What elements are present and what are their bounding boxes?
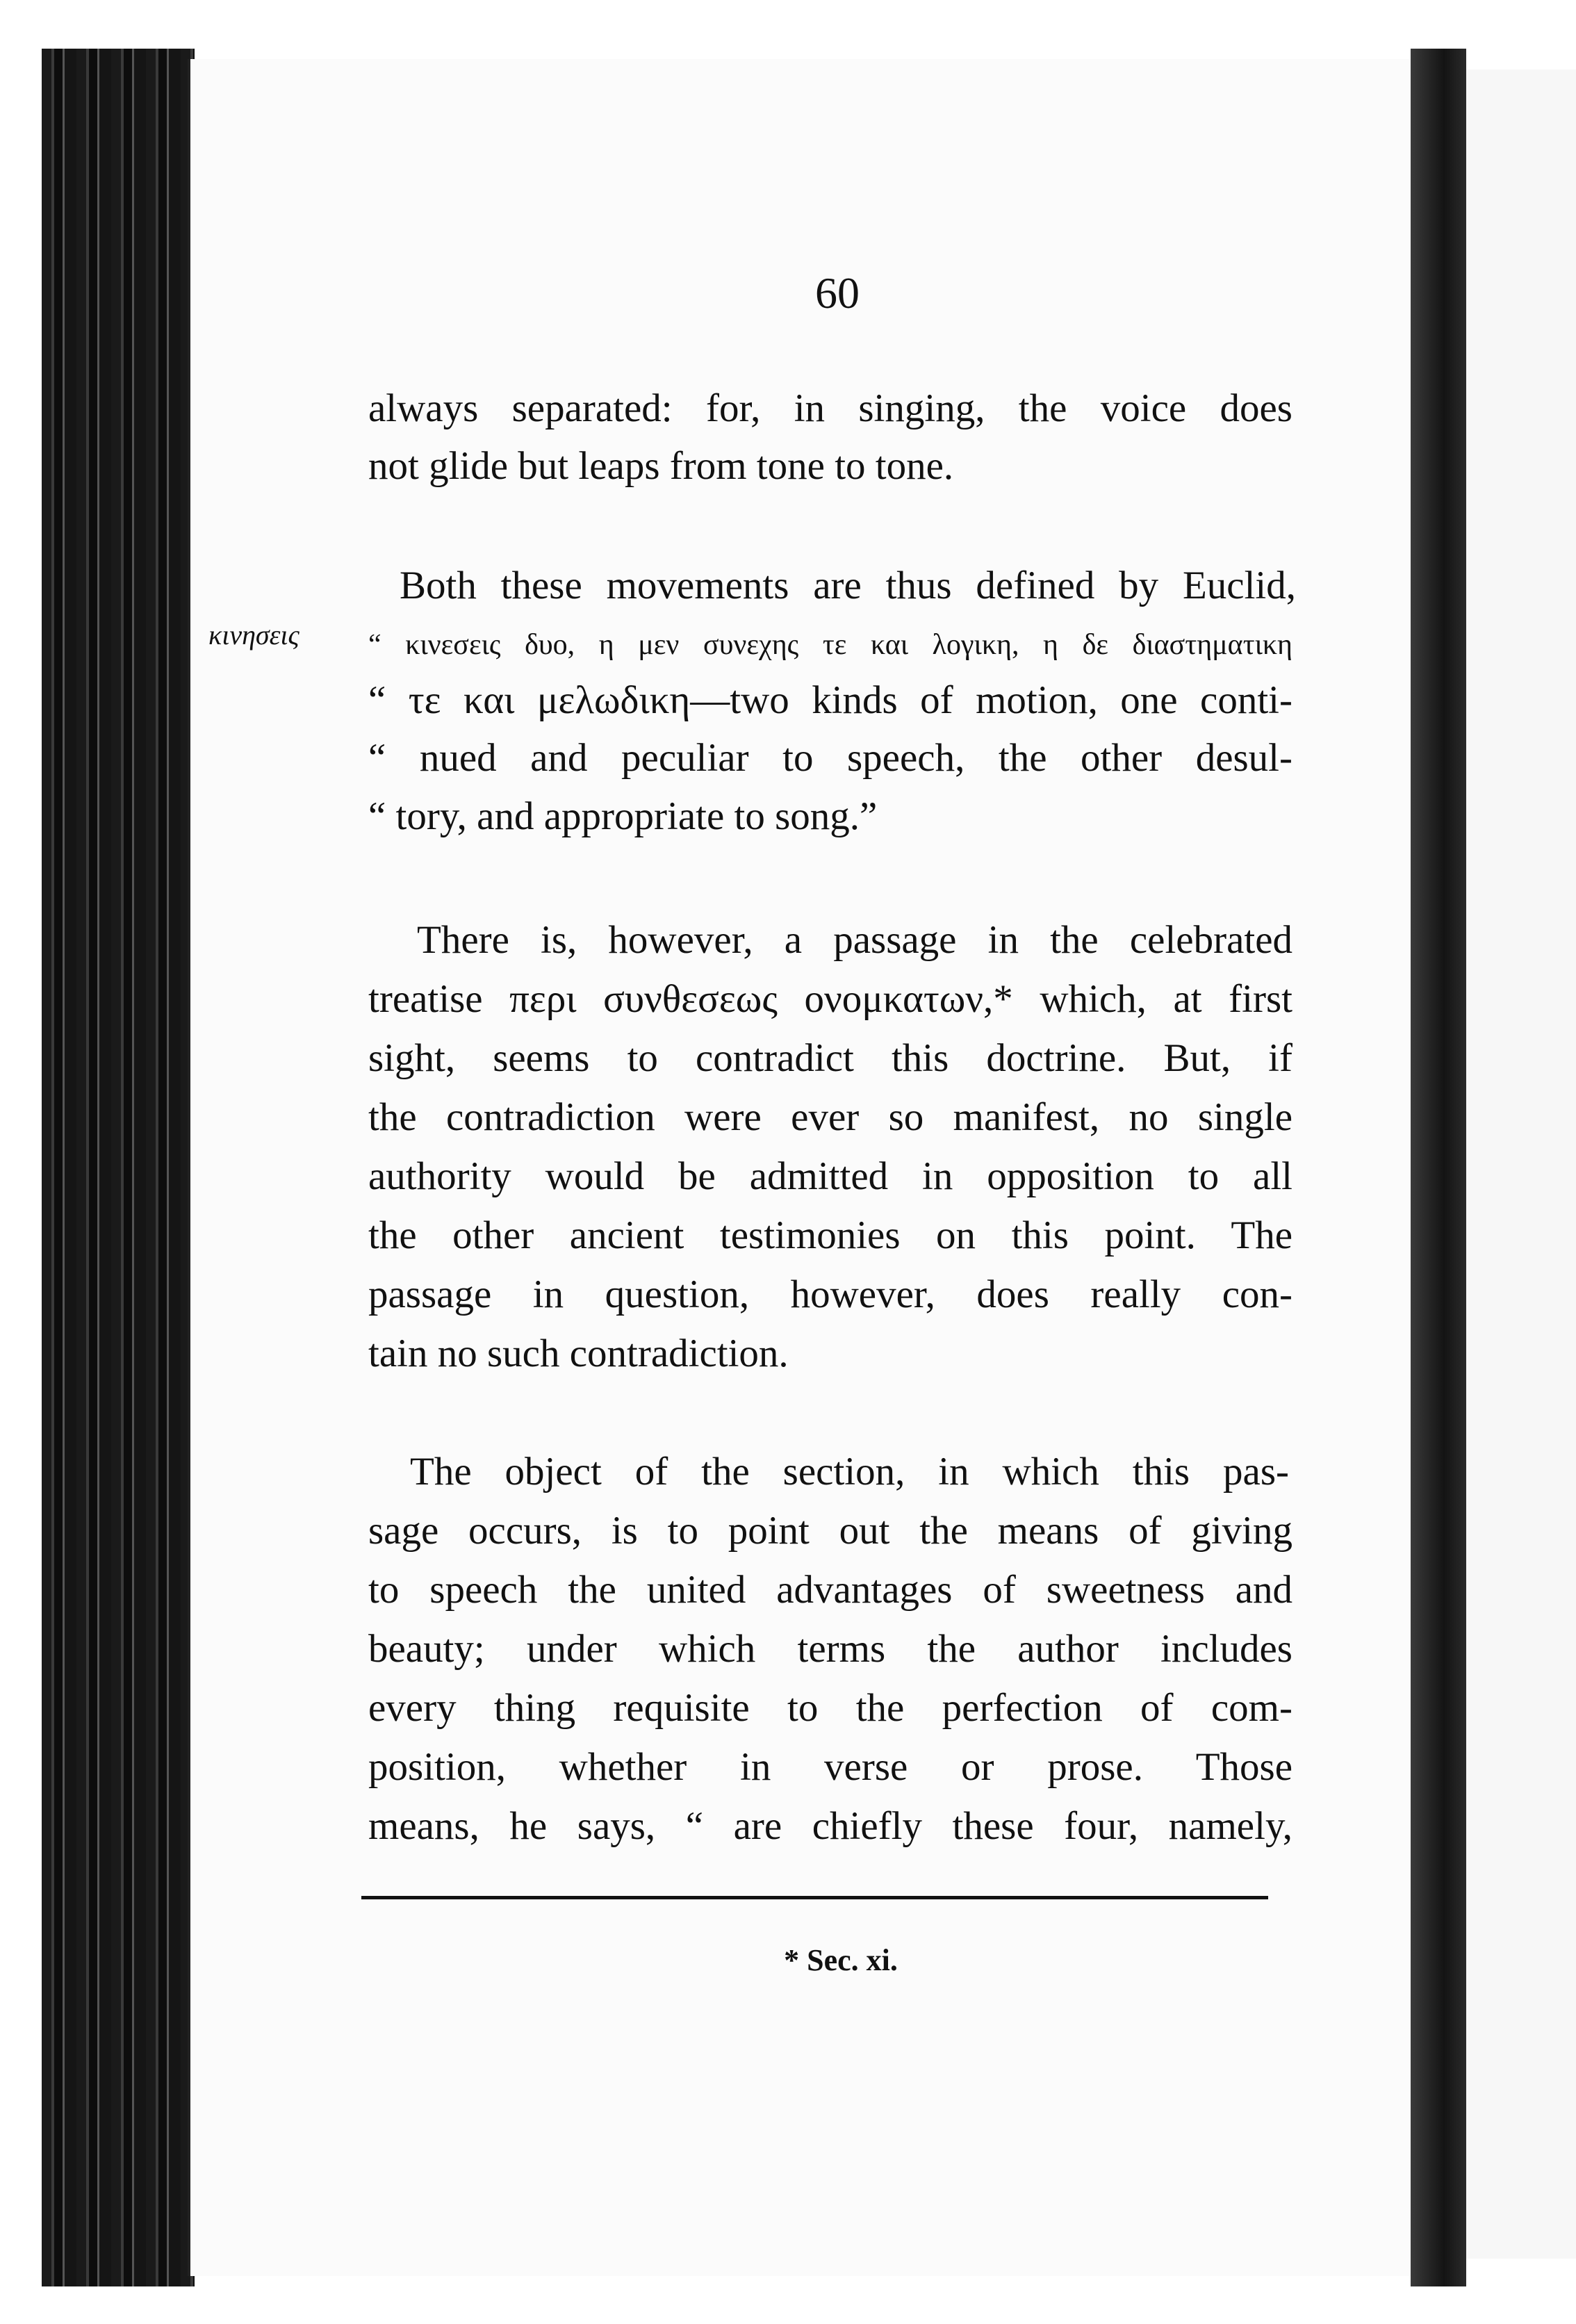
text-line: tain no such contradiction. xyxy=(368,1332,789,1375)
text-line: every thing requisite to the perfection of com- xyxy=(368,1686,1292,1730)
margin-note: κινησεις xyxy=(208,619,299,650)
text-line: passage in question, however, does really con- xyxy=(368,1273,1292,1316)
text-line: beauty; under which terms the author includes xyxy=(368,1627,1292,1671)
text-line: treatise περι συνθεσεως ονομκατων,* which, at first xyxy=(368,977,1292,1021)
text-line: not glide but leaps from tone to tone. xyxy=(368,444,954,488)
text-line: sight, seems to contradict this doctrine. But, if xyxy=(368,1036,1292,1080)
text-line: sage occurs, is to point out the means of giving xyxy=(368,1509,1292,1553)
text-line: authority would be admitted in opposition to all xyxy=(368,1154,1292,1198)
text-line: means, he says, “ are chiefly these four, namely, xyxy=(368,1804,1292,1848)
page-number: 60 xyxy=(815,268,860,318)
text-line: “ τε και μελωδικη—two kinds of motion, one conti- xyxy=(368,678,1292,722)
text-line: The object of the section, in which this pas- xyxy=(410,1450,1289,1494)
text-line: always separated: for, in singing, the voice does xyxy=(368,386,1292,430)
text-line: There is, however, a passage in the celebrated xyxy=(417,918,1292,962)
text-line-greek: “ κινεσεις δυο, η μεν συνεχης τε και λογικη, η δε διαστηματικη xyxy=(368,629,1292,661)
footnote: * Sec. xi. xyxy=(784,1943,898,1977)
text-line: the contradiction were ever so manifest, no single xyxy=(368,1095,1292,1139)
facing-page-edge xyxy=(1466,69,1576,2259)
text-line: Both these movements are thus defined by Euclid, xyxy=(400,564,1296,607)
text-line: “ nued and peculiar to speech, the other desul- xyxy=(368,736,1292,780)
footnote-rule xyxy=(361,1896,1268,1899)
text-line: position, whether in verse or prose. Those xyxy=(368,1745,1292,1789)
text-line: the other ancient testimonies on this point. The xyxy=(368,1213,1292,1257)
text-line: “ tory, and appropriate to song.” xyxy=(368,794,878,838)
text-line: to speech the united advantages of sweetness and xyxy=(368,1568,1292,1612)
